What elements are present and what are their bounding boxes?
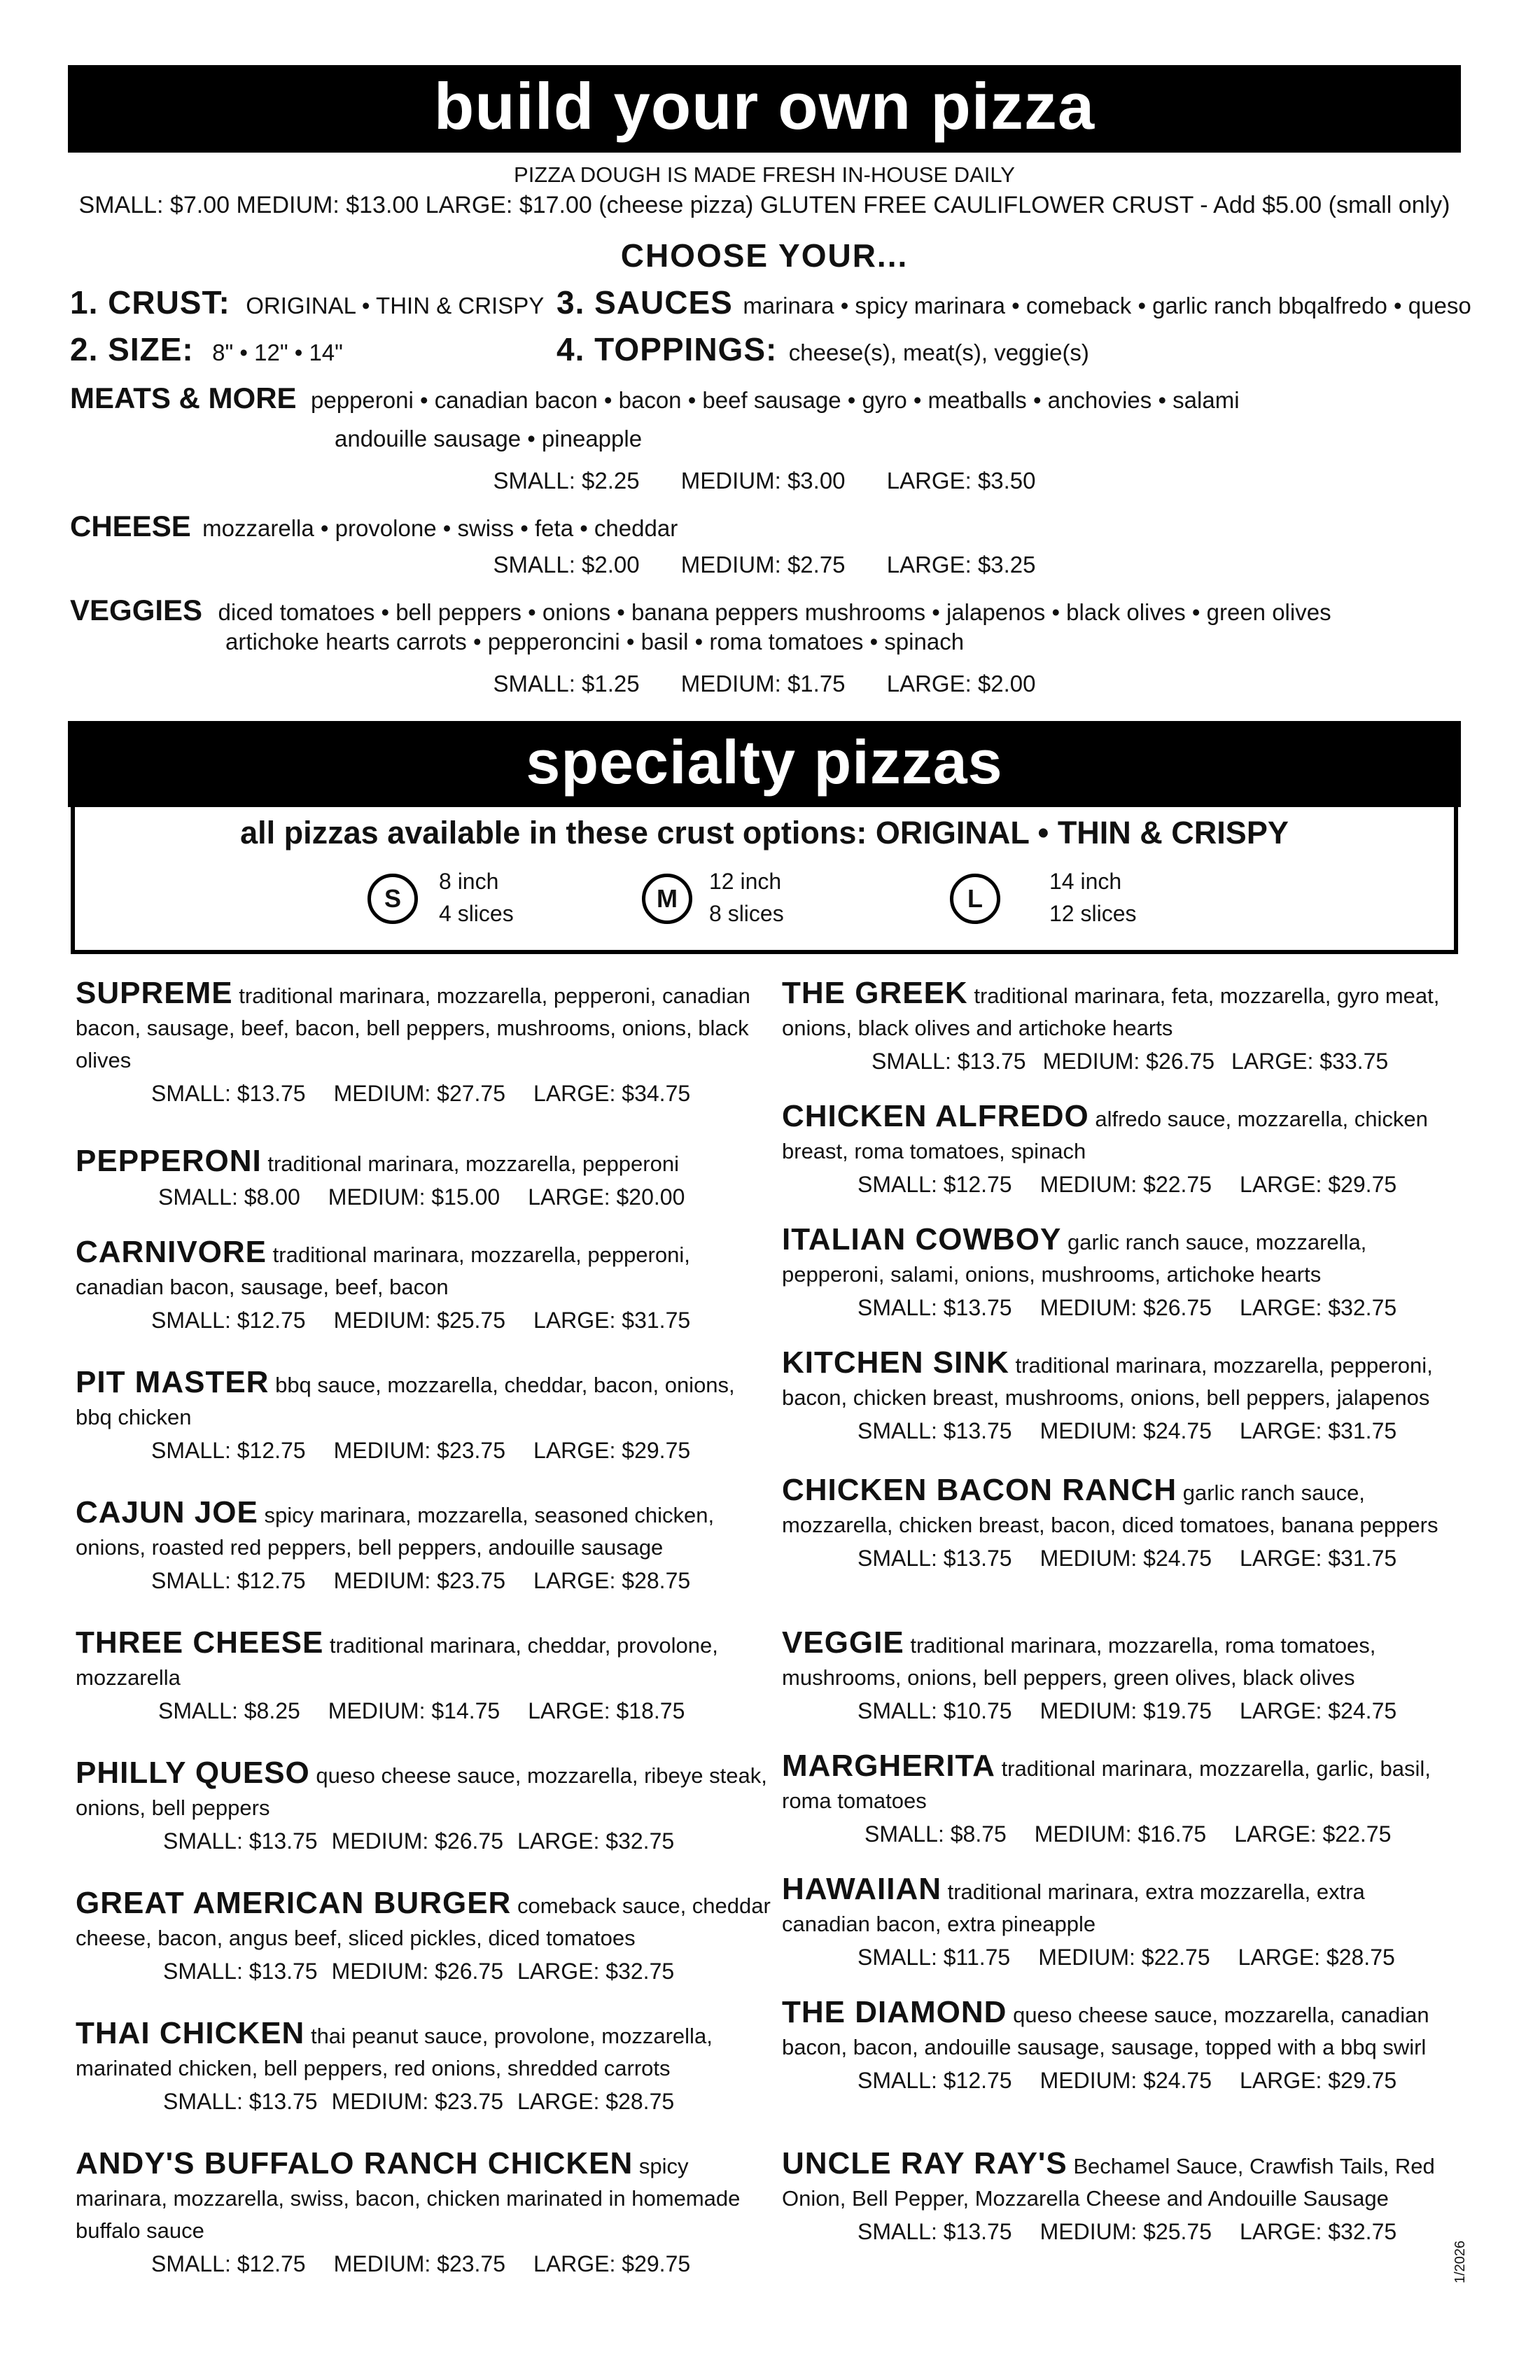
meats-prices [68,468,1461,494]
pizza-name: KITCHEN SINK [782,1345,1009,1380]
build-your-own-banner: build your own pizza [68,65,1461,153]
size-medium-badge: M [642,874,692,924]
price-large: LARGE: $3.25 [886,552,1036,578]
pizza-prices: SMALL: $13.75 MEDIUM: $24.75 LARGE: $31.75 [858,1546,1397,1571]
pizza-veggie [782,1627,1454,1728]
pizza-desc: bbq sauce, mozzarella, cheddar, bacon, onions, bbq chicken [76,1373,735,1429]
size-small-info [439,865,514,930]
step-toppings [556,330,1089,368]
step-toppings-value: cheese(s), meat(s), veggie(s) [788,340,1089,365]
step-size-value: 8" • 12" • 14" [212,340,343,365]
meats-list-cont: andouille sausage • pineapple [335,426,643,451]
pizza-name: CARNIVORE [76,1235,267,1269]
veggies-row [70,594,1331,627]
choose-heading: CHOOSE YOUR... [620,237,909,274]
pizza-desc: spicy marinara, mozzarella, swiss, bacon, chicken marinated in homemade buffalo sauce [76,2154,741,2243]
pizza-desc: traditional marinara, cheddar, provolone, mozzarella [76,1633,718,1690]
price-small: SMALL: $2.00 [493,552,640,578]
pizza-prices: SMALL: $12.75 MEDIUM: $23.75 LARGE: $29.75 [151,2251,691,2276]
pizza-margherita [782,1750,1454,1851]
pizza-prices: SMALL: $13.75 MEDIUM: $26.75 LARGE: $33.75 [872,1049,1389,1074]
crust-options-note: all pizzas available in these crust options: ORIGINAL • THIN & CRISPY [240,815,1289,850]
step-sauces-value: marinara • spicy marinara • comeback • garlic ranch bbqalfredo • queso [743,293,1471,318]
pizza-name: PIT MASTER [76,1365,270,1399]
pizza-prices: SMALL: $12.75 MEDIUM: $23.75 LARGE: $29.75 [151,1438,691,1463]
veggies-label: VEGGIES [70,594,203,626]
pizza-prices: SMALL: $13.75 MEDIUM: $24.75 LARGE: $31.75 [858,1418,1397,1443]
pizza-prices: SMALL: $12.75 MEDIUM: $25.75 LARGE: $31.75 [151,1308,691,1333]
pizza-prices: SMALL: $11.75 MEDIUM: $22.75 LARGE: $28.75 [858,1945,1395,1970]
pizza-desc: traditional marinara, mozzarella, pepperoni, canadian bacon, sausage, beef, bacon [76,1242,690,1299]
pizza-name: VEGGIE [782,1625,904,1660]
dough-note: PIZZA DOUGH IS MADE FRESH IN-HOUSE DAILY [514,162,1015,187]
size-large-slices: 12 slices [1049,901,1137,926]
size-large-badge: L [950,874,1000,924]
pizza-desc: traditional marinara, extra mozzarella, extra canadian bacon, extra pineapple [782,1879,1365,1936]
pizza-desc: thai peanut sauce, provolone, mozzarella, marinated chicken, bell peppers, red onions, shredded carrots [76,2024,713,2080]
price-small: SMALL: $1.25 [493,671,640,696]
pizza-chicken-alfredo [782,1100,1454,1201]
pizza-name: UNCLE RAY RAY'S [782,2146,1068,2180]
cheese-row [70,510,678,543]
pizza-hawaiian [782,1873,1454,1974]
pizza-name: CAJUN JOE [76,1495,258,1530]
pizza-desc: spicy marinara, mozzarella, seasoned chicken, onions, roasted red peppers, bell peppers, andouille sausage [76,1503,715,1560]
pizza-name: SUPREME [76,976,233,1010]
pizza-name: PHILLY QUESO [76,1756,310,1790]
pizza-desc: garlic ranch sauce, mozzarella, chicken breast, bacon, diced tomatoes, banana peppers [782,1480,1438,1537]
pizza-name: CHICKEN BACON RANCH [782,1473,1177,1507]
pizza-great-american-burger [76,1887,776,1988]
pizza-andys-buffalo-ranch-chicken [76,2148,776,2281]
price-small: SMALL: $2.25 [493,468,640,493]
pizza-prices: SMALL: $12.75 MEDIUM: $23.75 LARGE: $28.75 [151,1568,691,1593]
price-large: LARGE: $2.00 [886,671,1036,696]
pizza-pit-master [76,1366,776,1467]
pizza-desc: queso cheese sauce, mozzarella, canadian bacon, bacon, andouille sausage, sausage, topped with a bbq swirl [782,2003,1429,2059]
pizza-desc: garlic ranch sauce, mozzarella, pepperoni, salami, onions, mushrooms, artichoke hearts [782,1230,1367,1287]
date-stamp: 1/2026 [1452,2240,1468,2283]
veggies-list-cont: artichoke hearts carrots • pepperoncini • basil • roma tomatoes • spinach [225,629,965,654]
pizza-philly-queso [76,1757,776,1858]
pizza-name: CHICKEN ALFREDO [782,1099,1089,1133]
pizza-prices: SMALL: $13.75 MEDIUM: $26.75 LARGE: $32.75 [858,1295,1397,1320]
pizza-prices: SMALL: $13.75 MEDIUM: $27.75 LARGE: $34.75 [151,1081,691,1106]
pizza-name: PEPPERONI [76,1144,262,1178]
pizza-name: THE DIAMOND [782,1995,1007,2029]
pizza-supreme [76,977,776,1110]
pizza-desc: traditional marinara, mozzarella, garlic, basil, roma tomatoes [782,1756,1431,1813]
step-sauces [556,284,1471,321]
step-sauces-label: 3. SAUCES [556,284,733,321]
pizza-desc: comeback sauce, cheddar cheese, bacon, angus beef, sliced pickles, diced tomatoes [76,1893,771,1950]
pizza-name: ITALIAN COWBOY [782,1222,1062,1256]
pizza-kitchen-sink [782,1347,1454,1448]
pizza-name: THAI CHICKEN [76,2016,305,2050]
meats-row [70,382,1240,415]
pizza-name: THREE CHEESE [76,1625,324,1660]
pizza-desc: traditional marinara, mozzarella, pepperoni, bacon, chicken breast, mushrooms, onions, bell peppers, jalapenos [782,1353,1433,1410]
pizza-prices: SMALL: $13.75 MEDIUM: $26.75 LARGE: $32.75 [163,1828,675,1854]
pizza-prices: SMALL: $13.75 MEDIUM: $26.75 LARGE: $32.75 [163,1959,675,1984]
size-small-badge: S [368,874,418,924]
price-large: LARGE: $3.50 [886,468,1036,493]
size-medium-info [709,865,784,930]
pizza-prices: SMALL: $13.75 MEDIUM: $23.75 LARGE: $28.75 [163,2089,675,2114]
pizza-name: MARGHERITA [782,1749,995,1783]
pizza-pepperoni [76,1145,776,1214]
size-large-info [1049,865,1137,930]
step-toppings-label: 4. TOPPINGS: [556,331,778,368]
pizza-desc: traditional marinara, feta, mozzarella, gyro meat, onions, black olives and artichoke hearts [782,983,1440,1040]
base-prices: SMALL: $7.00 MEDIUM: $13.00 LARGE: $17.00 (cheese pizza) GLUTEN FREE CAULIFLOWER CRUST - Add $5.00 (small only) [78,192,1450,218]
cheese-prices [68,552,1461,578]
size-small-inches: 8 inch [439,869,499,894]
size-small-slices: 4 slices [439,901,514,926]
pizza-desc: alfredo sauce, mozzarella, chicken breast, roma tomatoes, spinach [782,1107,1428,1163]
pizza-prices: SMALL: $8.25 MEDIUM: $14.75 LARGE: $18.75 [158,1698,685,1723]
pizza-name: ANDY'S BUFFALO RANCH CHICKEN [76,2146,634,2180]
pizza-desc: Bechamel Sauce, Crawfish Tails, Red Onion, Bell Pepper, Mozzarella Cheese and Andouille Sausage [782,2154,1435,2211]
pizza-desc: traditional marinara, mozzarella, roma tomatoes, mushrooms, onions, bell peppers, green olives, black olives [782,1633,1376,1690]
pizza-prices: SMALL: $8.00 MEDIUM: $15.00 LARGE: $20.00 [158,1184,685,1210]
pizza-desc: traditional marinara, mozzarella, pepperoni, canadian bacon, sausage, beef, bacon, bell peppers, mushrooms, onions, black olives [76,983,750,1072]
pizza-chicken-bacon-ranch [782,1474,1454,1575]
pizza-name: HAWAIIAN [782,1872,941,1906]
cheese-list: mozzarella • provolone • swiss • feta • cheddar [202,515,678,541]
step-crust-label: 1. CRUST: [70,284,230,321]
price-medium: MEDIUM: $3.00 [680,468,846,493]
pizza-name: THE GREEK [782,976,968,1010]
specialty-banner: specialty pizzas [68,721,1461,807]
pizza-prices: SMALL: $10.75 MEDIUM: $19.75 LARGE: $24.75 [858,1698,1397,1723]
pizza-cajun-joe [76,1497,776,1597]
step-size-label: 2. SIZE: [70,331,194,368]
size-medium-inches: 12 inch [709,869,782,894]
pizza-desc: queso cheese sauce, mozzarella, ribeye steak, onions, bell peppers [76,1763,767,1820]
pizza-name: GREAT AMERICAN BURGER [76,1886,512,1920]
pizza-the-greek [782,977,1454,1078]
pizza-carnivore [76,1236,776,1337]
size-large-inches: 14 inch [1049,869,1122,894]
cheese-label: CHEESE [70,510,191,542]
veggies-list: diced tomatoes • bell peppers • onions • banana peppers mushrooms • jalapenos • black olives • green olives [218,599,1331,625]
meats-list: pepperoni • canadian bacon • bacon • beef sausage • gyro • meatballs • anchovies • salami [311,387,1240,413]
crust-options-box [71,804,1458,954]
size-medium-slices: 8 slices [709,901,784,926]
pizza-prices: SMALL: $8.75 MEDIUM: $16.75 LARGE: $22.75 [864,1821,1392,1847]
pizza-italian-cowboy [782,1224,1454,1324]
pizza-desc: traditional marinara, mozzarella, pepperoni [267,1152,679,1176]
step-crust [70,284,544,321]
pizza-thai-chicken [76,2017,776,2118]
pizza-prices: SMALL: $12.75 MEDIUM: $24.75 LARGE: $29.75 [858,2068,1397,2093]
step-size [70,330,343,368]
pizza-prices: SMALL: $13.75 MEDIUM: $25.75 LARGE: $32.75 [858,2219,1397,2244]
price-medium: MEDIUM: $1.75 [680,671,846,696]
meats-label: MEATS & MORE [70,382,297,414]
price-medium: MEDIUM: $2.75 [680,552,846,578]
veggies-prices [68,671,1461,697]
pizza-prices: SMALL: $12.75 MEDIUM: $22.75 LARGE: $29.75 [858,1172,1397,1197]
pizza-three-cheese [76,1627,776,1728]
step-crust-value: ORIGINAL • THIN & CRISPY [246,293,545,318]
pizza-the-diamond [782,1996,1454,2097]
pizza-uncle-ray-rays [782,2148,1454,2248]
